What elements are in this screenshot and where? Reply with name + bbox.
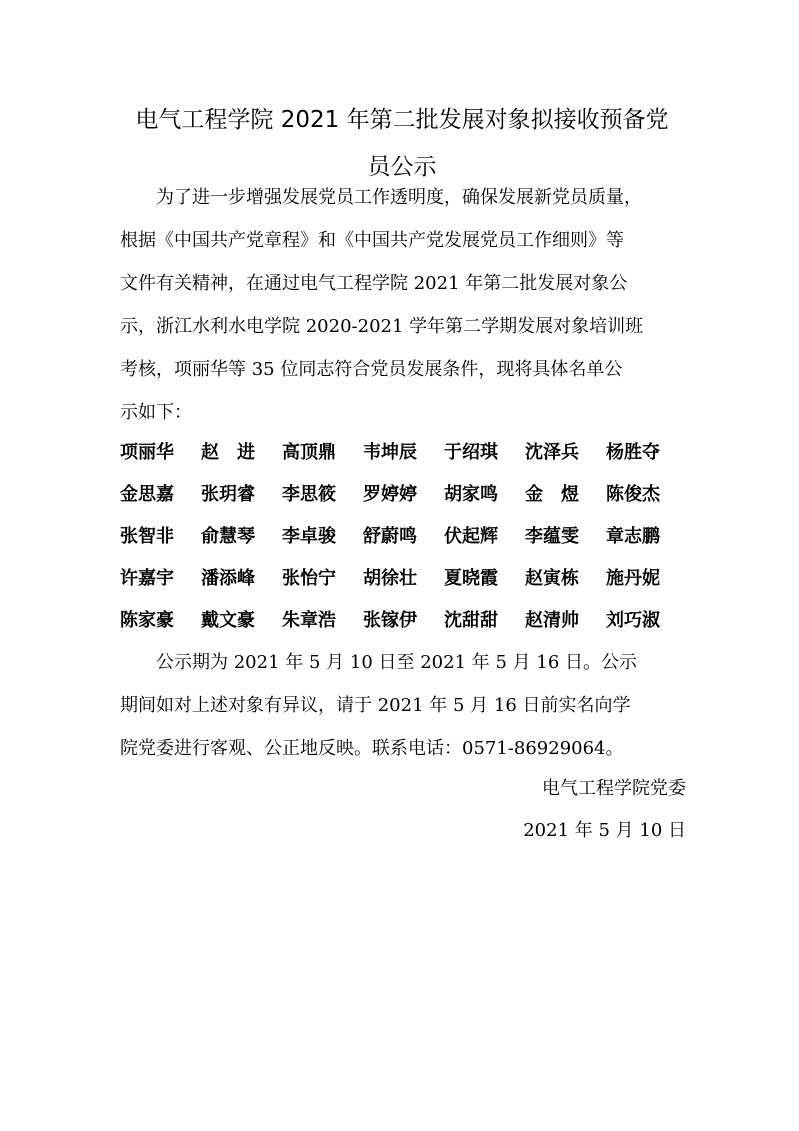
candidate-name: 俞慧琴	[201, 526, 255, 547]
candidate-name: 章志鹏	[606, 526, 660, 547]
name-row	[120, 556, 692, 598]
name-row	[120, 430, 692, 472]
period-line: 期间如对上述对象有异议，请于 2021 年 5 月 16 日前实名向学	[120, 695, 631, 716]
intro-line: 根据《中国共产党章程》和《中国共产党发展党员工作细则》等	[120, 230, 624, 251]
candidate-name: 刘巧淑	[606, 610, 660, 631]
signature-org: 电气工程学院党委	[542, 778, 686, 799]
candidate-name: 罗婷婷	[363, 484, 417, 505]
candidate-name: 赵清帅	[525, 610, 579, 631]
candidate-name: 赵寅栋	[525, 568, 579, 589]
candidate-name: 项丽华	[120, 442, 174, 463]
intro-line: 为了进一步增强发展党员工作透明度，确保发展新党员质量，	[120, 187, 642, 208]
candidate-name: 陈家豪	[120, 610, 174, 631]
candidate-name: 沈甜甜	[444, 610, 498, 631]
candidate-name: 张镓伊	[363, 610, 417, 631]
candidate-name: 于绍琪	[444, 442, 498, 463]
candidate-name: 李蕴雯	[525, 526, 579, 547]
candidate-name: 张智非	[120, 526, 174, 547]
candidate-name: 李思筱	[282, 484, 336, 505]
name-row	[120, 598, 692, 640]
signature-date: 2021 年 5 月 10 日	[523, 820, 686, 841]
candidate-name: 胡家鸣	[444, 484, 498, 505]
candidate-name: 沈泽兵	[525, 442, 579, 463]
name-list	[120, 430, 692, 640]
title-line-2: 员公示	[367, 154, 437, 180]
name-row	[120, 514, 692, 556]
candidate-name: 张玥睿	[201, 484, 255, 505]
candidate-name: 舒蔚鸣	[363, 526, 417, 547]
candidate-name: 朱章浩	[282, 610, 336, 631]
name-row	[120, 472, 692, 514]
period-line: 公示期为 2021 年 5 月 10 日至 2021 年 5 月 16 日。公示	[120, 652, 637, 673]
candidate-name: 金煜	[525, 484, 597, 505]
intro-paragraph	[120, 176, 687, 434]
intro-line: 考核，项丽华等 35 位同志符合党员发展条件，现将具体名单公	[120, 359, 623, 380]
candidate-name: 潘添峰	[201, 568, 255, 589]
title-line-1: 电气工程学院 2021 年第二批发展对象拟接收预备党	[135, 107, 669, 133]
candidate-name: 许嘉宇	[120, 568, 174, 589]
candidate-name: 张怡宁	[282, 568, 336, 589]
candidate-name: 高顶鼎	[282, 442, 336, 463]
intro-line: 文件有关精神，在通过电气工程学院 2021 年第二批发展对象公	[120, 273, 628, 294]
candidate-name: 戴文豪	[201, 610, 255, 631]
candidate-name: 夏晓霞	[444, 568, 498, 589]
period-paragraph	[120, 641, 687, 770]
candidate-name: 杨胜夺	[606, 442, 660, 463]
period-line: 院党委进行客观、公正地反映。联系电话：0571-86929064。	[120, 738, 624, 759]
candidate-name: 施丹妮	[606, 568, 660, 589]
candidate-name: 金思嘉	[120, 484, 174, 505]
intro-line: 示如下：	[120, 402, 192, 423]
candidate-name: 李卓骏	[282, 526, 336, 547]
candidate-name: 胡徐壮	[363, 568, 417, 589]
candidate-name: 韦坤辰	[363, 442, 417, 463]
candidate-name: 赵进	[201, 442, 273, 463]
candidate-name: 伏起辉	[444, 526, 498, 547]
candidate-name: 陈俊杰	[606, 484, 660, 505]
intro-line: 示，浙江水利水电学院 2020-2021 学年第二学期发展对象培训班	[120, 316, 644, 337]
